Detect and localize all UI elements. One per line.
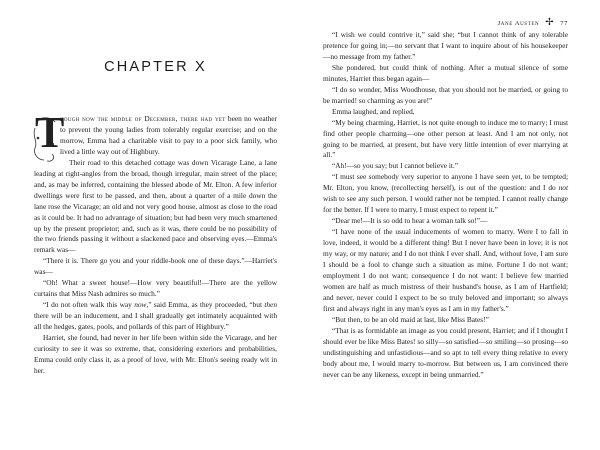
left-page [34, 30, 277, 377]
right-paragraph: “But then, to be an old maid at last, like Miss Bates!” [332, 314, 489, 324]
right-paragraph-mixed [323, 172, 568, 216]
right-page-body [323, 30, 568, 381]
emphasis: now [134, 300, 147, 310]
chapter-title: CHAPTER X [104, 59, 207, 75]
running-head [498, 18, 568, 28]
left-paragraph: Harriet, she found, had never in her life been within side the Vicarage, and her curiosity to see it was so extreme, that, considering exteriors and probabilities, Emma could only class it, as a proof of love, with Mr. Elton's seeing ready wit in her. [34, 333, 277, 375]
right-paragraph: “My being charming, Harriet, is not quite enough to induce me to marry; I must find other people charming—one other person at least. And I am not only, not going to be married, at present, but have very little intention of ever marrying at all.” [323, 117, 568, 160]
ornament-icon: ✢ [545, 17, 555, 28]
left-paragraph-mixed [34, 300, 277, 333]
right-page [323, 30, 568, 381]
running-head-author: Jane Austen [497, 19, 540, 27]
emphasis: then [264, 300, 277, 310]
opening-paragraph [34, 108, 278, 158]
left-page-body [34, 108, 278, 377]
right-paragraph: “Ah!—so you say; but I cannot believe it.” [332, 161, 459, 171]
page-number: 77 [560, 19, 568, 27]
text-run: “I must see somebody very superior to anyone I have seen yet, to be tempted; Mr. Elton, you know, (recollecting herself), is out of the question: and I do [323, 172, 568, 193]
opening-rest: been no weather to prevent the young ladies from tolerably regular exercise; and on the morrow, Emma had a charitable visit to pay to a poor sick family, who lived a little way out of Highbury. [60, 114, 278, 156]
left-paragraph: “There it is. There go you and your riddle-book one of these days.”—Harriet's was— [34, 256, 277, 277]
right-paragraph: Emma laughed, and replied, [332, 106, 415, 116]
left-paragraph: Their road to this detached cottage was down Vicarage Lane, a lane leading at right-angles from the broad, though irregular, main street of the place; and, as may be inferred, containing the blessed abode of Mr. Elton. A few inferior dwellings were first to be passed, and then, about a quarter of a mile down the lane rose the Vicarage; an old and not very good house, almost as close to the road as it could be. It had no advantage of situation; but had been very much smartened up by the present proprietor; and, such as it was, there could be no possibility of the two friends passing it without a slackened pace and observing eyes.—Emma's remark was— [34, 157, 277, 255]
dropcap [32, 108, 65, 162]
text-run: ,” said Emma, as they proceeded, “but [146, 300, 265, 310]
text-run: there will be an inducement, and I shall gradually get intimately acquainted with all the hedges, gates, pools, and pollards of this part of Highbury.” [34, 311, 277, 332]
right-paragraph: “I have none of the usual inducements of women to marry. Were I to fall in love, indeed, it would be a different thing! But I never have been in love; it is not my way, or my nature; and I do not think I ever shall. And, without love, I am sure I should be a fool to change such a situation as mine. Fortune I do not want; employment I do not want; consequence I do not want: I believe few married women are half as much mistress of their husband's house, as I am of Hartfield; and never, never could I expect to be so truly beloved and important; so always first and always right in any man's eyes as I am in my father's.” [323, 227, 568, 313]
right-paragraph: “I do so wonder, Miss Woodhouse, that you should not be married, or going to be married! so charming as you are!” [323, 84, 568, 105]
right-paragraph: “I wish we could contrive it,” said she; “but I cannot think of any tolerable pretence for going in;—no servant that I want to inquire about of his housekeeper—no message from my father.” [323, 30, 568, 61]
right-paragraph: She pondered, but could think of nothing. After a mutual silence of some minutes, Harriet thus began again— [323, 62, 568, 83]
right-paragraph: “That is as formidable an image as you could present, Harriet; and if I thought I should ever be like Miss Bates! so silly—so satisfied—so smiling—so prosing—so undistinguishing and unfastidious—and so apt to tell every thing relative to every body about me, I would marry to-morrow. But between us, I am convinced there never can be any likeness, except in being unmarried.” [323, 325, 568, 379]
opening-lead: hough now the middle of December, there had yet [60, 114, 226, 123]
text-run: “I do not often walk this way [43, 300, 135, 310]
text-run: wish to see any such person. I would rather not be tempted. I cannot really change for the better. If I were to marry, I must expect to repent it.” [323, 194, 568, 215]
left-paragraph: “Oh! What a sweet house!—How very beautiful!—There are the yellow curtains that Miss Nash admires so much.” [34, 278, 277, 299]
dropcap-letter: T [35, 108, 65, 157]
emphasis: not [558, 183, 568, 193]
right-paragraph: “Dear me!—It is so odd to hear a woman talk so!”— [332, 216, 488, 226]
